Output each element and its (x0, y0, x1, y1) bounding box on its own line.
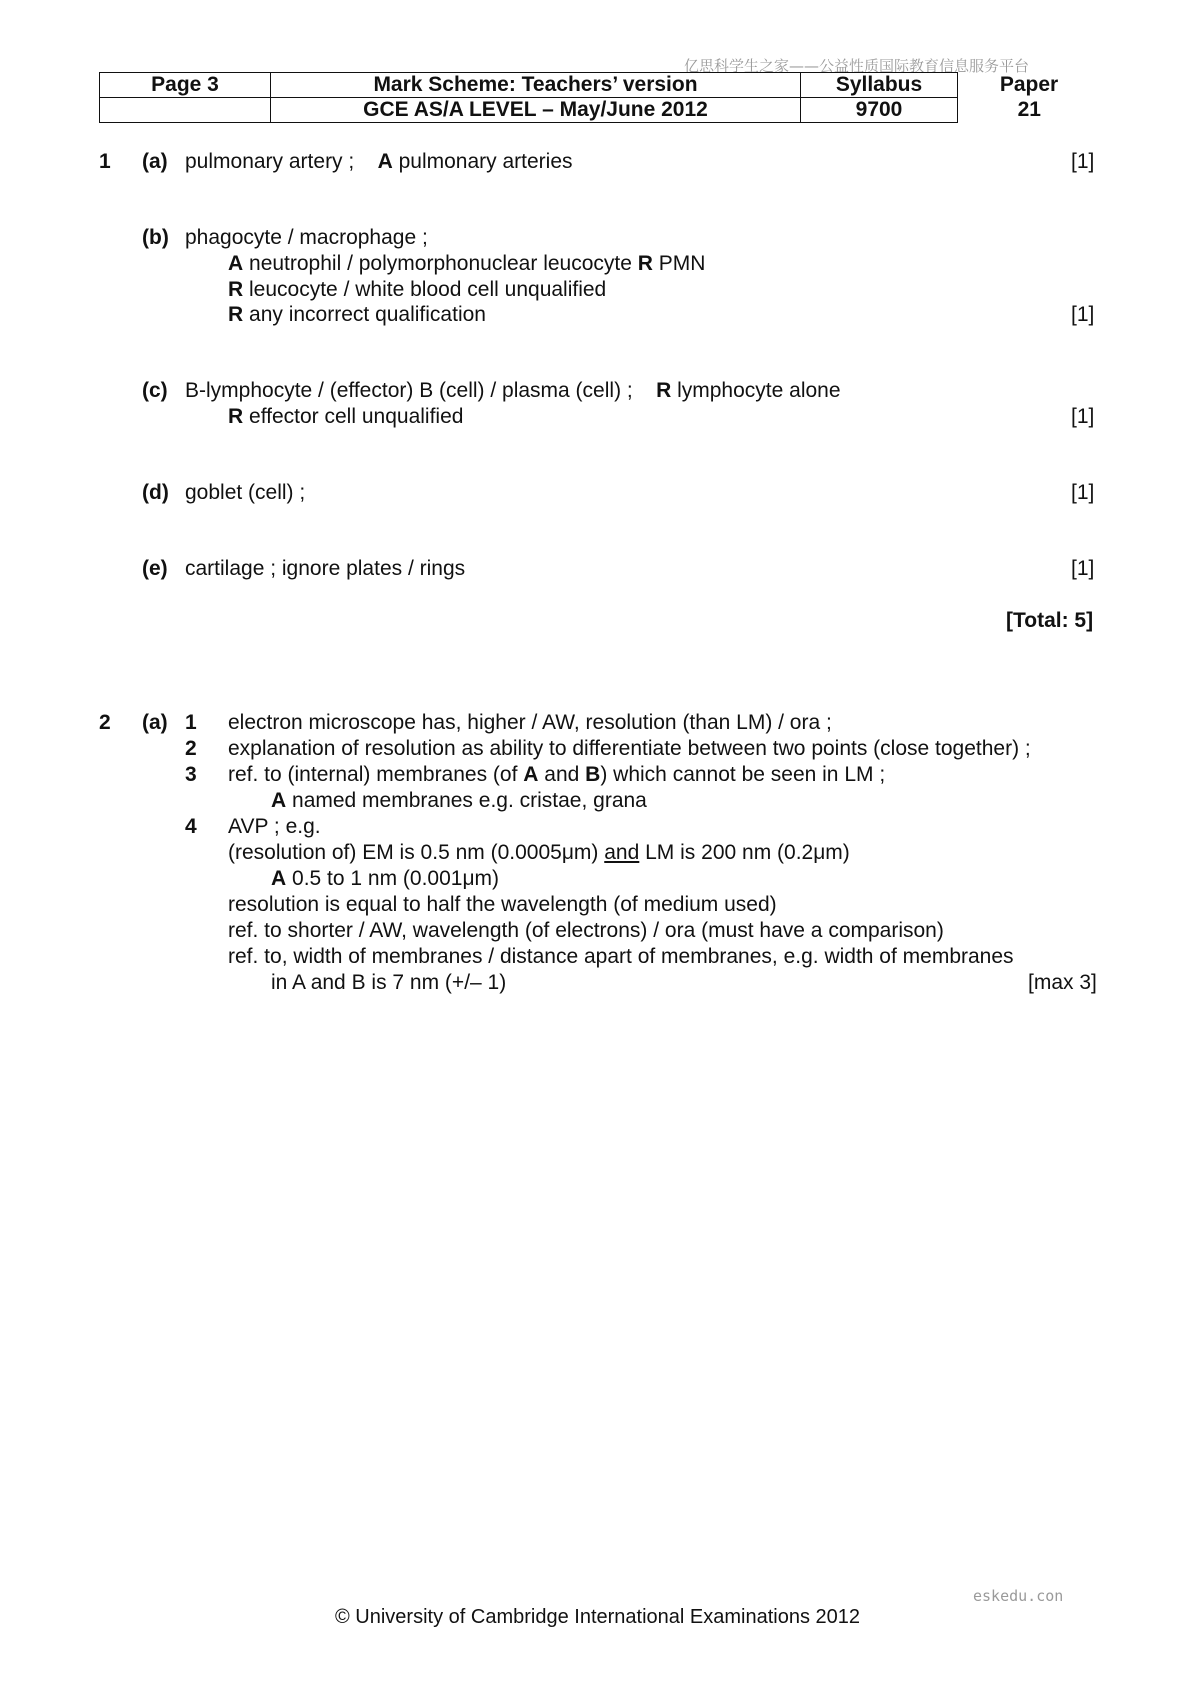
q2-point-1-number: 1 (185, 711, 197, 734)
exam-session: GCE AS/A LEVEL – May/June 2012 (271, 98, 801, 123)
q2-point-2: explanation of resolution as ability to differentiate between two points (close together) ; (228, 737, 1031, 760)
q1b-answer: phagocyte / macrophage ; (185, 226, 428, 249)
q1a-answer: pulmonary artery ; A pulmonary arteries (185, 150, 573, 173)
q2-point-1: electron microscope has, higher / AW, resolution (than LM) / ora ; (228, 711, 832, 734)
q2-point-4-line-6: in A and B is 7 nm (+/– 1) (271, 971, 507, 994)
q1d-answer: goblet (cell) ; (185, 481, 306, 504)
header-table (99, 72, 1101, 123)
q2-mark: [max 3] (1028, 971, 1097, 994)
q1d-mark: [1] (1071, 481, 1095, 504)
q2-point-3: ref. to (internal) membranes (of A and B) which cannot be seen in LM ; (228, 763, 886, 786)
q1b-reject-line-2: R any incorrect qualification (228, 303, 486, 326)
copyright: © University of Cambridge International Examinations 2012 (335, 1606, 860, 1628)
document-title: Mark Scheme: Teachers’ version (271, 73, 801, 98)
q1e-label: (e) (142, 557, 168, 580)
q2-point-4-line-5: ref. to, width of membranes / distance apart of membranes, e.g. width of membranes (228, 945, 1014, 968)
q2-point-4-number: 4 (185, 815, 197, 838)
q2a-label: (a) (142, 711, 168, 734)
q2-point-2-number: 2 (185, 737, 197, 760)
q2-point-4-line-3: resolution is equal to half the wavelength (of medium used) (228, 893, 777, 916)
q2-point-4-line-4: ref. to shorter / AW, wavelength (of electrons) / ora (must have a comparison) (228, 919, 944, 942)
q2-point-3-number: 3 (185, 763, 197, 786)
q2-point-4-line-1: (resolution of) EM is 0.5 nm (0.0005μm) and LM is 200 nm (0.2μm) (228, 841, 850, 864)
q1c-mark: [1] (1071, 405, 1095, 428)
question-2-number: 2 (99, 711, 111, 734)
footer-site: eskedu.con (973, 1587, 1064, 1605)
q1b-mark: [1] (1071, 303, 1095, 326)
q1b-label: (b) (142, 226, 169, 249)
q1b-reject-line-1: R leucocyte / white blood cell unqualified (228, 278, 607, 301)
syllabus-label: Syllabus (801, 73, 958, 98)
paper-label: Paper (999, 73, 1059, 96)
q2-point-3-accept: A named membranes e.g. cristae, grana (271, 789, 647, 812)
q1a-mark: [1] (1071, 150, 1095, 173)
q1c-reject-line: R effector cell unqualified (228, 405, 464, 428)
watermark: 亿思科学生之家——公益性质国际教育信息服务平台 (684, 57, 1030, 75)
paper-number: 21 (1017, 98, 1041, 121)
q1b-accept-line: A neutrophil / polymorphonuclear leucocyte R PMN (228, 252, 706, 275)
q1-total: [Total: 5] (1006, 609, 1094, 632)
q2-point-4: AVP ; e.g. (228, 815, 321, 838)
q1e-mark: [1] (1071, 557, 1095, 580)
question-1-number: 1 (99, 150, 111, 173)
q1e-answer: cartilage ; ignore plates / rings (185, 557, 466, 580)
q1c-label: (c) (142, 379, 168, 402)
page-number: Page 3 (100, 73, 271, 98)
q2-point-4-accept: A 0.5 to 1 nm (0.001μm) (271, 867, 500, 890)
syllabus-code: 9700 (801, 98, 958, 123)
q1a-label: (a) (142, 150, 168, 173)
q1c-answer: B-lymphocyte / (effector) B (cell) / plasma (cell) ; R lymphocyte alone (185, 379, 841, 402)
q1d-label: (d) (142, 481, 169, 504)
